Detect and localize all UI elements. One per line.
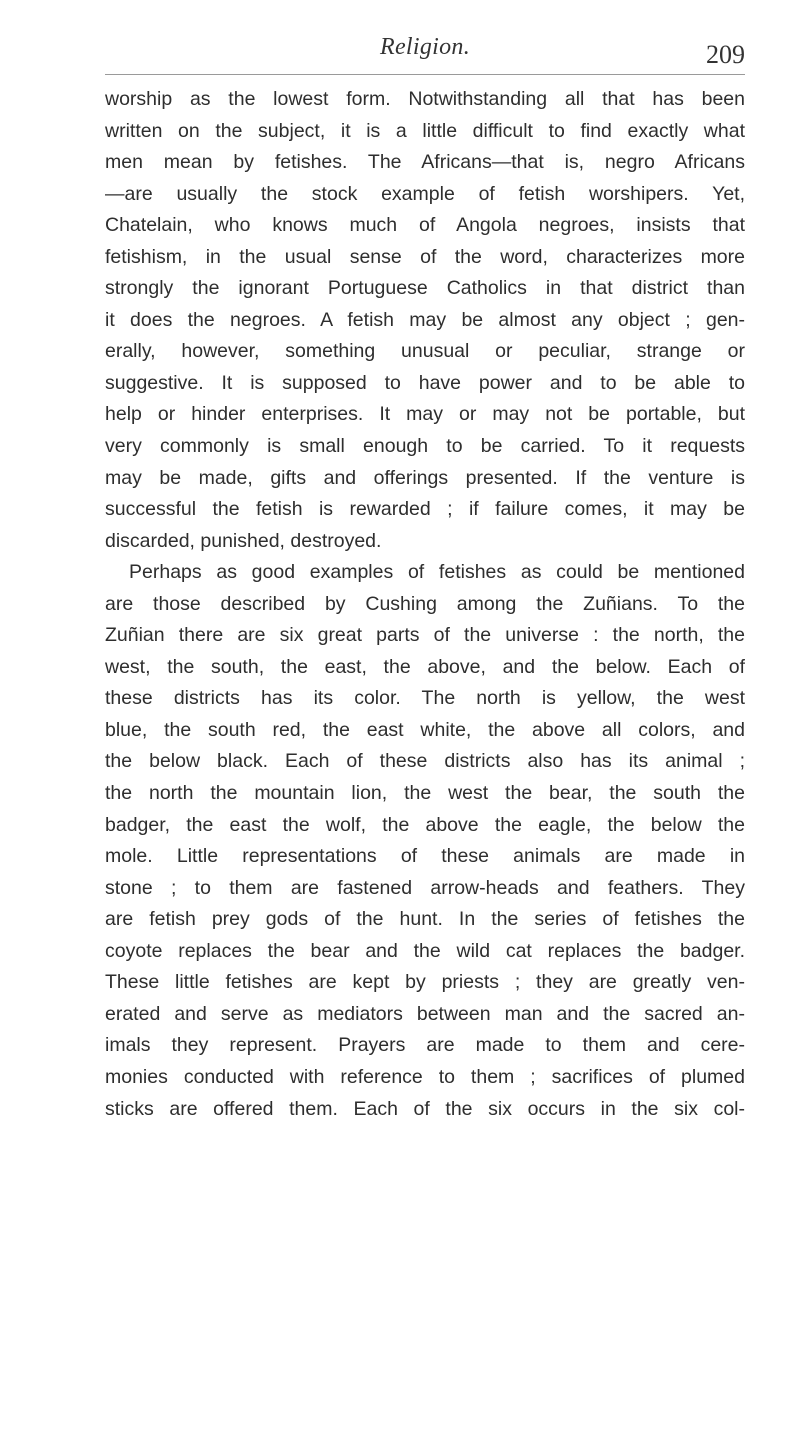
text-line: west, the south, the east, the above, and the below. Each of	[105, 655, 745, 678]
text-line: erated and serve as mediators between man and the sacred an-	[105, 1002, 745, 1025]
text-line: strongly the ignorant Portuguese Catholics in that district than	[105, 277, 745, 300]
text-line: discarded, punished, destroyed.	[105, 529, 382, 552]
running-head	[105, 34, 745, 78]
text-line: are those described by Cushing among the Zuñians. To the	[105, 592, 745, 615]
header-rule	[105, 74, 745, 75]
body-text	[105, 84, 745, 1125]
text-line: worship as the lowest form. Notwithstanding all that has been	[105, 88, 745, 110]
text-line: help or hinder enterprises. It may or may not be portable, but	[105, 403, 745, 426]
text-line: successful the fetish is rewarded ; if failure comes, it may be	[105, 498, 745, 521]
text-line: it does the negroes. A fetish may be almost any object ; gen-	[105, 308, 745, 331]
text-line: Zuñian there are six great parts of the universe : the north, the	[105, 624, 745, 647]
text-line: Perhaps as good examples of fetishes as could be mentioned	[129, 561, 745, 584]
page-number: 209	[706, 40, 745, 69]
text-line: imals they represent. Prayers are made to them and cere-	[105, 1034, 745, 1057]
text-line: written on the subject, it is a little difficult to find exactly what	[105, 119, 745, 142]
text-line: Chatelain, who knows much of Angola negroes, insists that	[105, 214, 745, 237]
text-line: men mean by fetishes. The Africans—that is, negro Africans	[105, 151, 745, 174]
text-line: may be made, gifts and offerings presented. If the venture is	[105, 466, 745, 489]
text-line: coyote replaces the bear and the wild cat replaces the badger.	[105, 939, 745, 962]
text-line: these districts has its color. The north is yellow, the west	[105, 687, 745, 710]
text-line: —are usually the stock example of fetish worshipers. Yet,	[105, 182, 745, 205]
text-line: mole. Little representations of these animals are made in	[105, 845, 745, 868]
text-line: badger, the east the wolf, the above the eagle, the below the	[105, 813, 745, 836]
text-line: fetishism, in the usual sense of the word, characterizes more	[105, 245, 745, 268]
text-line: monies conducted with reference to them ; sacrifices of plumed	[105, 1065, 745, 1088]
running-title: Religion.	[379, 34, 471, 60]
text-line: the north the mountain lion, the west the bear, the south the	[105, 782, 745, 805]
text-line: These little fetishes are kept by priests ; they are greatly ven-	[105, 971, 745, 994]
text-line: suggestive. It is supposed to have power and to be able to	[105, 371, 745, 394]
text-line: very commonly is small enough to be carried. To it requests	[105, 435, 745, 458]
text-line: stone ; to them are fastened arrow-heads and feathers. They	[105, 876, 745, 899]
text-line: blue, the south red, the east white, the above all colors, and	[105, 718, 745, 741]
text-line: sticks are offered them. Each of the six occurs in the six col-	[105, 1097, 745, 1120]
text-line: are fetish prey gods of the hunt. In the series of fetishes the	[105, 908, 745, 931]
text-line: the below black. Each of these districts also has its animal ;	[105, 750, 745, 773]
text-line: erally, however, something unusual or peculiar, strange or	[105, 340, 745, 363]
